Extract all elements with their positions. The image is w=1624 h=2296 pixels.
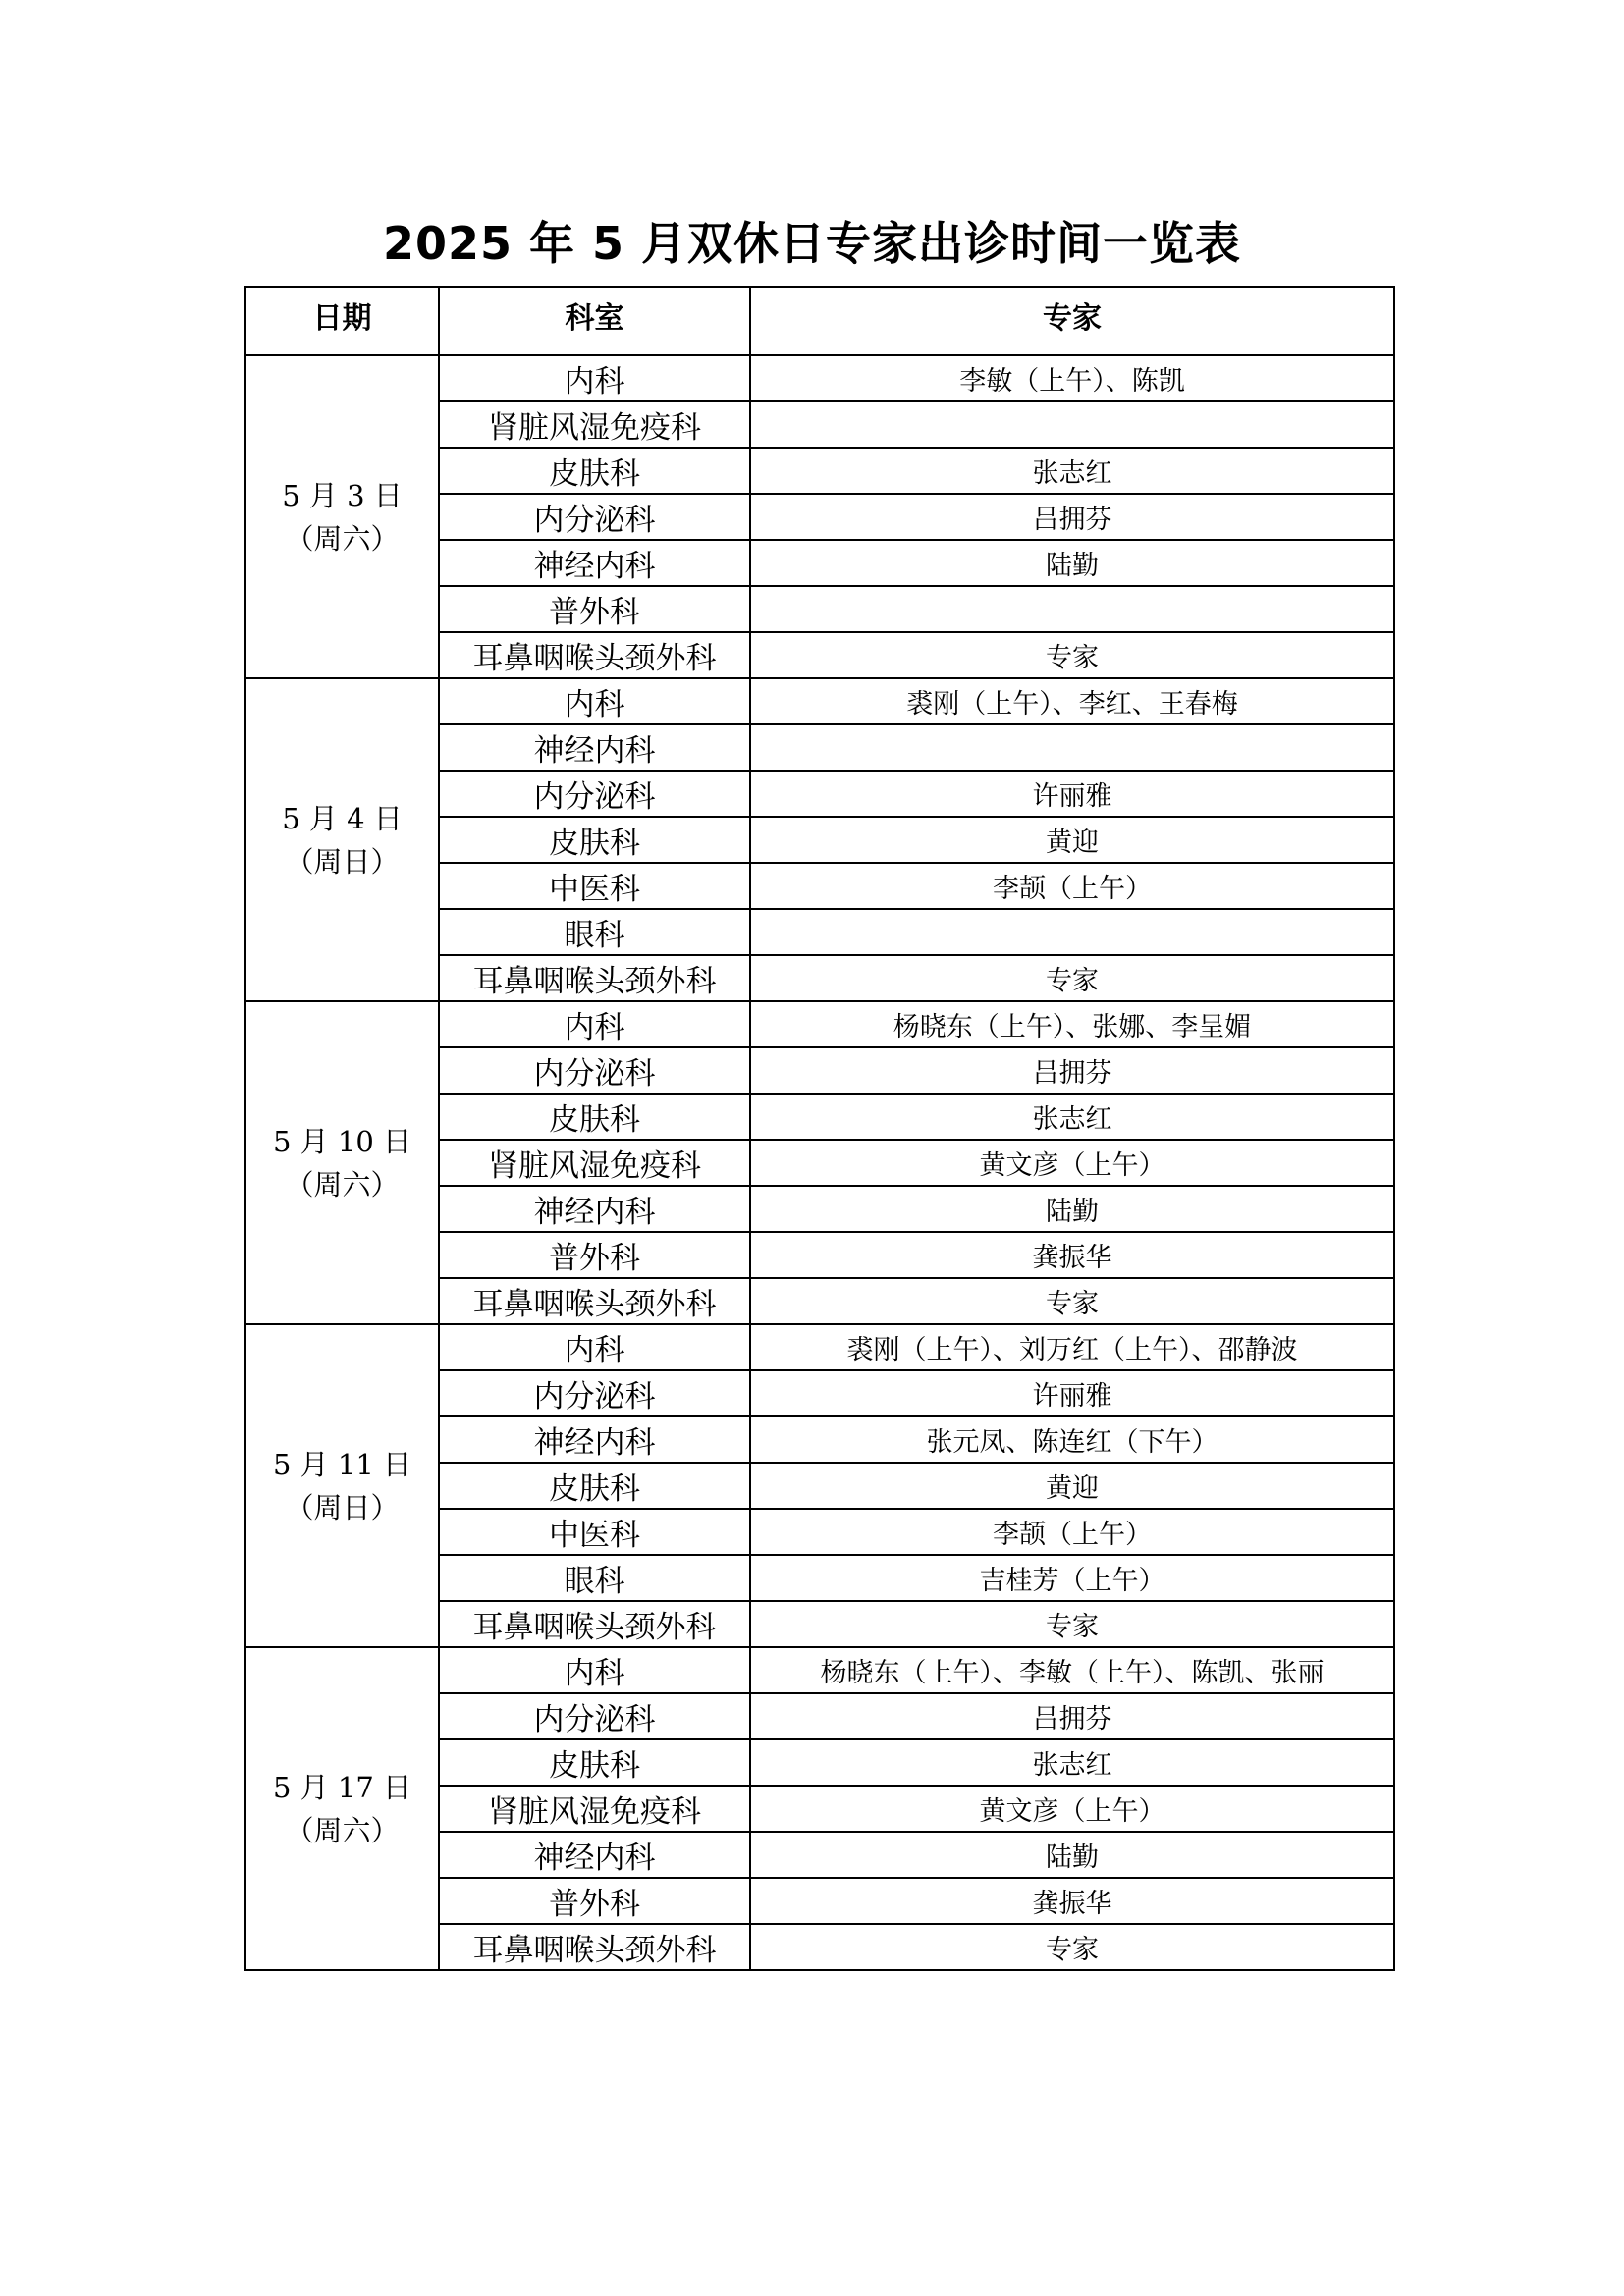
dept-cell: 内科 bbox=[439, 1001, 750, 1047]
date-label: 5 月 17 日 bbox=[272, 1770, 411, 1804]
dept-cell: 神经内科 bbox=[439, 1186, 750, 1232]
dept-cell: 神经内科 bbox=[439, 1832, 750, 1878]
expert-cell: 杨晓东（上午）、李敏（上午）、陈凯、张丽 bbox=[750, 1647, 1394, 1693]
dept-cell: 内分泌科 bbox=[439, 494, 750, 540]
expert-cell: 吕拥芬 bbox=[750, 1047, 1394, 1094]
dept-cell: 耳鼻咽喉头颈外科 bbox=[439, 632, 750, 678]
expert-cell: 黄文彦（上午） bbox=[750, 1786, 1394, 1832]
expert-cell: 吕拥芬 bbox=[750, 1693, 1394, 1739]
date-cell bbox=[245, 1324, 439, 1647]
dept-cell: 内分泌科 bbox=[439, 1370, 750, 1416]
header-row bbox=[245, 287, 1394, 355]
weekday-label: （周六） bbox=[285, 1813, 400, 1847]
weekday-label: （周六） bbox=[285, 1167, 400, 1201]
expert-cell bbox=[750, 586, 1394, 632]
expert-cell bbox=[750, 401, 1394, 448]
dept-cell: 内分泌科 bbox=[439, 771, 750, 817]
expert-cell: 陆勤 bbox=[750, 1186, 1394, 1232]
dept-cell: 皮肤科 bbox=[439, 1739, 750, 1786]
dept-cell: 中医科 bbox=[439, 863, 750, 909]
expert-cell: 专家 bbox=[750, 1924, 1394, 1970]
dept-cell: 内科 bbox=[439, 1324, 750, 1370]
dept-cell: 皮肤科 bbox=[439, 817, 750, 863]
dept-cell: 神经内科 bbox=[439, 540, 750, 586]
date-label: 5 月 11 日 bbox=[272, 1447, 411, 1481]
schedule-body bbox=[245, 355, 1394, 1970]
expert-cell: 黄文彦（上午） bbox=[750, 1140, 1394, 1186]
dept-cell: 耳鼻咽喉头颈外科 bbox=[439, 955, 750, 1001]
dept-cell: 眼科 bbox=[439, 909, 750, 955]
date-cell bbox=[245, 1001, 439, 1324]
dept-cell: 皮肤科 bbox=[439, 1094, 750, 1140]
expert-column-header: 专家 bbox=[750, 287, 1394, 355]
expert-cell: 专家 bbox=[750, 955, 1394, 1001]
expert-cell: 吕拥芬 bbox=[750, 494, 1394, 540]
expert-cell: 裘刚（上午）、刘万红（上午）、邵静波 bbox=[750, 1324, 1394, 1370]
expert-cell: 陆勤 bbox=[750, 1832, 1394, 1878]
date-column-header: 日期 bbox=[245, 287, 439, 355]
expert-cell: 许丽雅 bbox=[750, 1370, 1394, 1416]
table-row bbox=[245, 1001, 1394, 1047]
expert-cell: 张志红 bbox=[750, 448, 1394, 494]
table-row bbox=[245, 355, 1394, 401]
expert-cell: 吉桂芳（上午） bbox=[750, 1555, 1394, 1601]
weekday-label: （周日） bbox=[285, 1490, 400, 1524]
expert-cell: 裘刚（上午）、李红、王春梅 bbox=[750, 678, 1394, 724]
dept-cell: 普外科 bbox=[439, 1878, 750, 1924]
date-cell bbox=[245, 1647, 439, 1970]
expert-cell: 张元凤、陈连红（下午） bbox=[750, 1416, 1394, 1463]
dept-cell: 神经内科 bbox=[439, 1416, 750, 1463]
expert-cell: 陆勤 bbox=[750, 540, 1394, 586]
expert-cell: 李敏（上午）、陈凯 bbox=[750, 355, 1394, 401]
date-label: 5 月 4 日 bbox=[282, 801, 403, 835]
date-cell bbox=[245, 355, 439, 678]
expert-cell: 专家 bbox=[750, 632, 1394, 678]
dept-cell: 眼科 bbox=[439, 1555, 750, 1601]
dept-cell: 肾脏风湿免疫科 bbox=[439, 1786, 750, 1832]
dept-cell: 肾脏风湿免疫科 bbox=[439, 1140, 750, 1186]
dept-cell: 内科 bbox=[439, 355, 750, 401]
dept-cell: 普外科 bbox=[439, 586, 750, 632]
dept-cell: 皮肤科 bbox=[439, 448, 750, 494]
dept-cell: 内分泌科 bbox=[439, 1693, 750, 1739]
dept-cell: 耳鼻咽喉头颈外科 bbox=[439, 1278, 750, 1324]
expert-cell: 杨晓东（上午）、张娜、李呈媚 bbox=[750, 1001, 1394, 1047]
expert-cell: 李颉（上午） bbox=[750, 1509, 1394, 1555]
page-title: 2025 年 5 月双休日专家出诊时间一览表 bbox=[382, 217, 1242, 270]
dept-cell: 内科 bbox=[439, 1647, 750, 1693]
expert-cell: 龚振华 bbox=[750, 1232, 1394, 1278]
dept-cell: 肾脏风湿免疫科 bbox=[439, 401, 750, 448]
expert-cell: 专家 bbox=[750, 1278, 1394, 1324]
dept-cell: 普外科 bbox=[439, 1232, 750, 1278]
weekday-label: （周日） bbox=[285, 844, 400, 879]
date-cell bbox=[245, 678, 439, 1001]
dept-cell: 内科 bbox=[439, 678, 750, 724]
dept-cell: 耳鼻咽喉头颈外科 bbox=[439, 1601, 750, 1647]
expert-cell: 许丽雅 bbox=[750, 771, 1394, 817]
table-row bbox=[245, 1324, 1394, 1370]
expert-cell: 黄迎 bbox=[750, 1463, 1394, 1509]
date-label: 5 月 3 日 bbox=[282, 478, 403, 512]
dept-cell: 中医科 bbox=[439, 1509, 750, 1555]
expert-cell: 黄迎 bbox=[750, 817, 1394, 863]
schedule-table bbox=[244, 286, 1395, 1971]
dept-cell: 内分泌科 bbox=[439, 1047, 750, 1094]
expert-cell bbox=[750, 909, 1394, 955]
date-label: 5 月 10 日 bbox=[272, 1124, 411, 1158]
expert-cell: 专家 bbox=[750, 1601, 1394, 1647]
expert-cell bbox=[750, 724, 1394, 771]
dept-cell: 耳鼻咽喉头颈外科 bbox=[439, 1924, 750, 1970]
expert-cell: 李颉（上午） bbox=[750, 863, 1394, 909]
expert-cell: 张志红 bbox=[750, 1094, 1394, 1140]
weekday-label: （周六） bbox=[285, 521, 400, 556]
dept-cell: 神经内科 bbox=[439, 724, 750, 771]
dept-column-header: 科室 bbox=[439, 287, 750, 355]
expert-cell: 龚振华 bbox=[750, 1878, 1394, 1924]
table-row bbox=[245, 678, 1394, 724]
dept-cell: 皮肤科 bbox=[439, 1463, 750, 1509]
table-row bbox=[245, 1647, 1394, 1693]
expert-cell: 张志红 bbox=[750, 1739, 1394, 1786]
